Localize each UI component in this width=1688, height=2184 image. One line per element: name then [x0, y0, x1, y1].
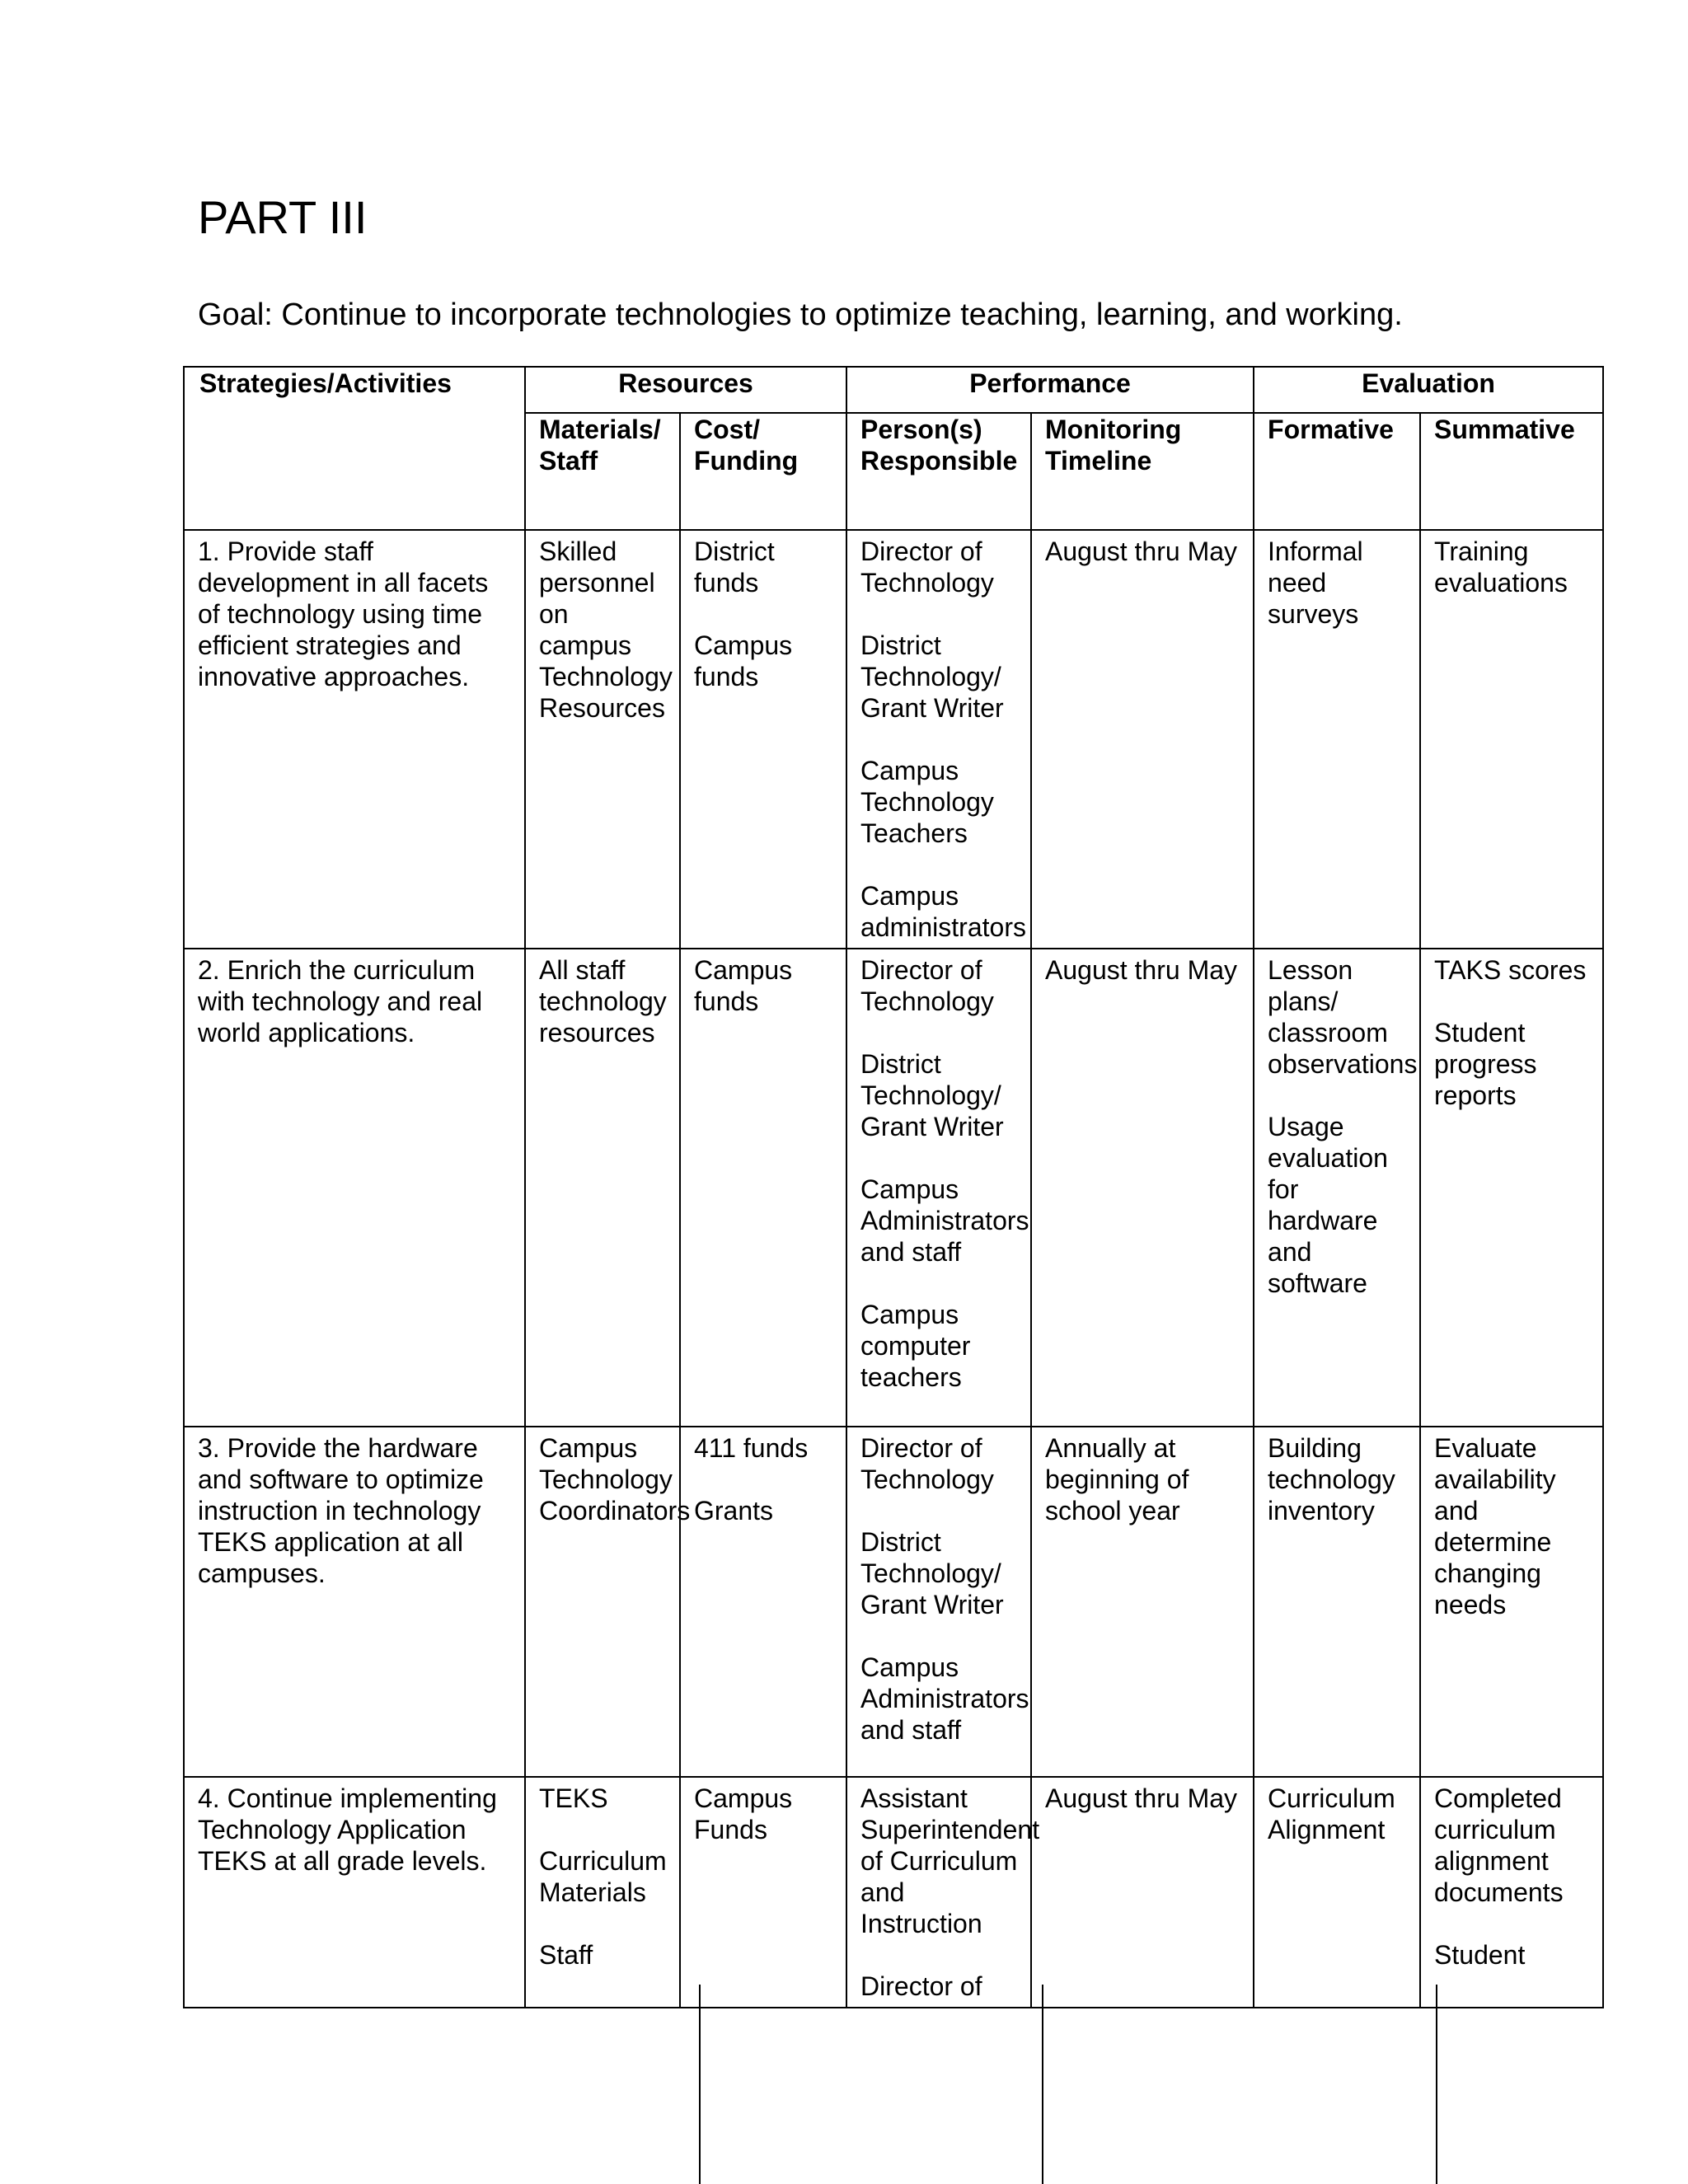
column-extension-line: [1436, 1985, 1437, 2184]
strategy-cell: 2. Enrich the curriculum with technology and real world applications.: [184, 949, 525, 1427]
timeline-cell: Annually at beginning of school year: [1031, 1427, 1254, 1777]
header-formative: Formative: [1254, 413, 1420, 530]
table-row: [184, 1777, 1603, 2008]
header-monitoring-timeline: Monitoring Timeline: [1031, 413, 1254, 530]
goal-statement: Goal: Continue to incorporate technologies to optimize teaching, learning, and working.: [198, 298, 1403, 332]
timeline-cell: August thru May: [1031, 949, 1254, 1427]
summative-cell: Evaluate availability and determine changing needs: [1420, 1427, 1603, 1777]
table-row: [184, 949, 1603, 1427]
persons-cell: Director of Technology District Technology/ Grant Writer Campus Administrators and staff Campus computer teachers: [846, 949, 1031, 1427]
header-materials-staff: Materials/ Staff: [525, 413, 680, 530]
header-evaluation: Evaluation: [1254, 367, 1603, 413]
formative-cell: Lesson plans/ classroom observations Usage evaluation for hardware and software: [1254, 949, 1420, 1427]
column-extension-line: [1042, 1985, 1043, 2184]
header-summative: Summative: [1420, 413, 1603, 530]
header-persons-responsible: Person(s) Responsible: [846, 413, 1031, 530]
column-extension-line: [699, 1985, 701, 2184]
strategy-cell: 1. Provide staff development in all facets of technology using time efficient strategies and innovative approaches.: [184, 530, 525, 949]
materials-cell: All staff technology resources: [525, 949, 680, 1427]
cost-cell: 411 funds Grants: [680, 1427, 846, 1777]
summative-cell: TAKS scores Student progress reports: [1420, 949, 1603, 1427]
materials-cell: Skilled personnel on campus Technology Resources: [525, 530, 680, 949]
header-performance: Performance: [846, 367, 1254, 413]
table-row: [184, 530, 1603, 949]
persons-cell: Assistant Superintendent of Curriculum and Instruction Director of: [846, 1777, 1031, 2008]
strategy-cell: 4. Continue implementing Technology Application TEKS at all grade levels.: [184, 1777, 525, 2008]
group-header-row: [184, 367, 1603, 413]
strategy-cell: 3. Provide the hardware and software to optimize instruction in technology TEKS application at all campuses.: [184, 1427, 525, 1777]
summative-cell: Training evaluations: [1420, 530, 1603, 949]
cost-cell: Campus funds: [680, 949, 846, 1427]
formative-cell: Informal need surveys: [1254, 530, 1420, 949]
materials-cell: TEKS Curriculum Materials Staff: [525, 1777, 680, 2008]
timeline-cell: August thru May: [1031, 1777, 1254, 2008]
cost-cell: District funds Campus funds: [680, 530, 846, 949]
action-plan-table: [183, 366, 1604, 2008]
timeline-cell: August thru May: [1031, 530, 1254, 949]
persons-cell: Director of Technology District Technology/ Grant Writer Campus Technology Teachers Campus administrators: [846, 530, 1031, 949]
table-row: [184, 1427, 1603, 1777]
formative-cell: Building technology inventory: [1254, 1427, 1420, 1777]
header-resources: Resources: [525, 367, 846, 413]
cost-cell: Campus Funds: [680, 1777, 846, 2008]
formative-cell: Curriculum Alignment: [1254, 1777, 1420, 2008]
persons-cell: Director of Technology District Technology/ Grant Writer Campus Administrators and staff: [846, 1427, 1031, 1777]
summative-cell: Completed curriculum alignment documents Student: [1420, 1777, 1603, 2008]
materials-cell: Campus Technology Coordinators: [525, 1427, 680, 1777]
header-cost-funding: Cost/ Funding: [680, 413, 846, 530]
page-title: PART III: [198, 191, 368, 243]
header-strategies: Strategies/Activities: [184, 367, 525, 530]
